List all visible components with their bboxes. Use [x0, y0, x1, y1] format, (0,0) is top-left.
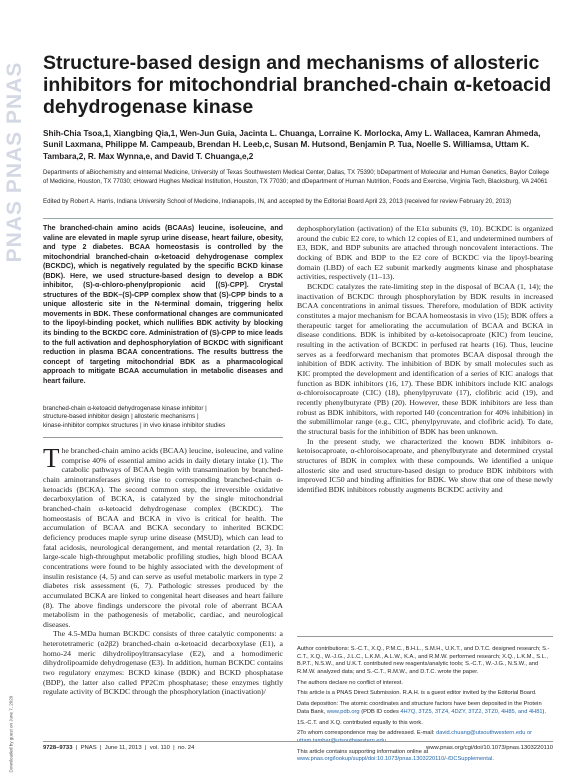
- keyword[interactable]: branched-chain α-ketoacid dehydrogenase kinase inhibitor: [43, 405, 204, 412]
- intro-paragraph: [43, 443, 283, 629]
- edited-by: Edited by Robert A. Harris, Indiana University School of Medicine, Indianapolis, IN, and accepted by the Editorial Board April 23, 2013 (received for review February 20, 2013): [43, 198, 512, 205]
- correspondence-email-link[interactable]: david.chuang@utsouthwestern.edu or uttam.tambar@utsouthwestern.edu: [297, 730, 532, 744]
- watermark-text: PNAS PNAS PNAS: [3, 61, 26, 263]
- keywords-divider: [43, 437, 283, 438]
- download-note: [3, 600, 14, 773]
- body-right-column: [297, 224, 553, 495]
- body-paragraph: dephosphorylation (activation) of the E1α subunits (9, 10). BCKDC is organized around the cubic E2 core, to which 12 copies of E1, and undetermined numbers of E3, BDK, and BDP subunits are attached through noncovalent interactions. The docking of BDK and BDP to the E2 core of BCKDC via the lipoyl-bearing domain (LBD) of each E2 subunit markedly augments kinase and phosphatase activities, respectively (11–13).: [297, 224, 553, 282]
- keyword[interactable]: in vivo kinase inhibitor studies: [143, 421, 226, 429]
- data-deposition: Data deposition: The atomic coordinates and structure factors have been deposited in the Protein Data Bank, www.pdb.org (PDB ID codes 4H7Q, 3TZ5, 3TZ4, 4DZY, 3TZ2, 3TZ0, 4H85, and 4H81).: [297, 701, 547, 715]
- article-title: Structure-based design and mechanisms of allosteric inhibitors for mitochondrial branched-chain α-ketoacid dehydrogenase kinase: [43, 52, 552, 118]
- journal-name: PNAS: [80, 745, 97, 751]
- direct-submission-note: This article is a PNAS Direct Submission. R.A.H. is a guest editor invited by the Editorial Board.: [297, 690, 537, 697]
- pnas-watermark: [3, 10, 26, 320]
- page-range: 9728–9733: [43, 745, 73, 751]
- header-divider: [43, 218, 553, 219]
- keyword[interactable]: allosteric mechanisms: [134, 413, 196, 421]
- equal-contribution-note: 1S.-C.T. and X.Q. contributed equally to this work.: [297, 719, 423, 726]
- body-paragraph: In the present study, we characterized the known BDK inhibitors α-ketoisocaproate, α-chloroisocaproate, and phenylbutyrate and determined crystal structures of BDK in complex with these compounds. We identified a unique allosteric site and used structure-based design to produce BDK inhibitors with improved IC50 and binding affinities for BDK. We show that one of these newly identified BDK inhibitors robustly augments BCKDC activity and: [297, 436, 553, 495]
- supporting-info-note: This article contains supporting information online at www.pnas.org/lookup/suppl/doi:10.1073/pnas.1303220110/-/DCSupplemental.: [297, 748, 494, 763]
- download-note-text: Downloaded by guest on June 7, 2020: [8, 695, 14, 773]
- keyword[interactable]: kinase-inhibitor complex structures: [43, 421, 139, 429]
- keywords: branched-chain α-ketoacid dehydrogenase kinase inhibitor | structure-based inhibitor design | allosteric mechanisms | kinase-inhibitor complex structures | in vivo kinase inhibitor studies: [43, 405, 226, 429]
- keyword[interactable]: structure-based inhibitor design: [43, 413, 130, 421]
- doi-link[interactable]: www.pnas.org/cgi/doi/10.1073/pnas.1303220110: [426, 745, 553, 751]
- author-list: Shih-Chia Tsoa,1, Xiangbing Qia,1, Wen-Jun Guia, Jacinta L. Chuanga, Lorraine K. Morlocka, Amy L. Wallacea, Kamran Ahmeda, Sunil Laxmana, Philippe M. Campeaub, Brendan H. Leeb,c, Susan M. Hutsond, Benjamin P. Tua, Noelle S. Williamsa, Uttam K. Tambara,2, R. Max Wynna,e, and David T. Chuanga,e,2: [43, 129, 541, 161]
- conflict-statement: The authors declare no conflict of interest.: [297, 679, 403, 686]
- issue-number: no. 24: [177, 745, 195, 751]
- correspondence-note: 2To whom correspondence may be addressed. E-mail: david.chuang@utsouthwestern.edu or uttam.tambar@utsouthwestern.edu.: [297, 730, 532, 744]
- issue-date: June 11, 2013: [104, 745, 142, 751]
- abstract: The branched-chain amino acids (BCAAs) leucine, isoleucine, and valine are elevated in maple syrup urine disease, heart failure, obesity, and type 2 diabetes. BCAA homeostasis is controlled by the mitochondrial branched-chain α-ketoacid dehydrogenase complex (BCKDC), which is negatively regulated by the specific BCKD kinase (BDK). Here, we used structure-based design to develop a BDK inhibitor, (S)-α-chloro-phenylpropionic acid [(S)-CPP]. Crystal structures of the BDK–(S)-CPP complex show that (S)-CPP binds to a unique allosteric site in the N-terminal domain, triggering helix movements in BDK. These conformational changes are communicated to the lipoyl-binding pocket, which nullifies BDK activity by blocking its binding to the BCKDC core. Administration of (S)-CPP to mice leads to the full activation and dephosphorylation of BCKDC with significant reduction in plasma BCAA concentrations. The results buttress the concept of targeting mitochondrial BDK as a pharmacological approach to mitigate BCAA accumulation in metabolic diseases and heart failure.: [43, 224, 283, 385]
- body-paragraph: The 4.5-MDa human BCKDC consists of three catalytic components: a heterotetrameric (α2β2) branched-chain α-ketoacid decarboxylase (E1), a homo-24 meric dihydrolipoyltransacylase (E2), and a homodimeric dihydrolipoamide dehydrogenase (E3). In addition, human BCKDC contains two regulatory enzymes: BCKD kinase (BDK) and BCKD phosphatase (BDP), the latter also called PP2Cm phosphatase; these enzymes tightly regulate activity of BCKDC through the phosphorylation (inactivation)/: [43, 629, 283, 697]
- supplemental-link[interactable]: www.pnas.org/lookup/suppl/doi:10.1073/pnas.1303220110/-/DCSupplemental: [297, 756, 493, 763]
- body-left-column: [43, 443, 283, 697]
- volume: vol. 110: [149, 745, 170, 751]
- intro-text: he branched-chain amino acids (BCAA) leucine, isoleucine, and valine comprise 40% of essential amino acids in daily dietary intake (1). The catabolic pathways of BCAA begin with transamination by branched-chain aminotransferases giving rise to corresponding branched-chain α-ketoacids (BCKA). The second common step, the irreversible oxidative decarboxylation of BCKA, is catalyzed by the single mitochondrial branched-chain α-ketoacid dehydrogenase complex (BCKDC). The homeostasis of BCAA and BCKA in vivo is critical for health. The accumulation of BCAA and BCKA secondary to inherited BCKDC deficiency produces maple syrup urine disease (MSUD), which can lead to fatal acidosis, neurological derangement, and mental retardation (2, 3). In large-scale high-throughput metabolic profiling studies, high blood BCAA concentrations were found to be highly associated with the development of insulin resistance (4, 5) and can serve as useful metabolic markers in type 2 diabetes risk assessment (6, 7). Pathologic stresses produced by the accumulated BCKA are linked to congenital heart diseases and heart failure (8). The above findings underscore the pivotal role of aberrant BCAA metabolism in the pathogenesis of metabolic, cardiac, and neurological diseases.: [43, 446, 283, 629]
- drop-cap: T: [43, 443, 60, 473]
- author-contributions: Author contributions: S.-C.T., X.Q., P.M.C., B.H.L., S.M.H., U.K.T., and D.T.C. designed research; S.-C.T., X.Q., W.-J.G., J.L.C., L.K.M., A.L.W., K.A., and R.M.W. performed research; X.Q., L.K.M., S.L., B.P.T., N.S.W., and U.K.T. contributed new reagents/analytic tools; S.-C.T., W.-J.G., N.S.W., and R.M.W. analyzed data; and S.-C.T., R.M.W., and D.T.C. wrote the paper.: [297, 646, 550, 675]
- footer-divider: [43, 741, 553, 742]
- pdb-codes-link[interactable]: 4H7Q, 3TZ5, 3TZ4, 4DZY, 3TZ2, 3TZ0, 4H85, and 4H81: [400, 708, 543, 715]
- body-paragraph: BCKDC catalyzes the rate-limiting step in the disposal of BCAA (1, 14); the inactivation of BCKDC through phosphorylation by BDK results in increased BCAA concentrations in animal tissues. Therefore, modulation of BDK activity constitutes a major mechanism for BCAA homeostasis in vivo (15); BDK offers a therapeutic target for ameliorating the accumulation of BCAA and BCKA in disease conditions. BDK is inhibited by α-ketoisocaproate (KIC) from leucine, resulting in the activation of BCKDC in perfused rat hearts (16). Thus, leucine serves as a feedforward mechanism that promotes BCAA disposal through the inhibition of BDK activity. The inhibition of BDK by small molecules such as KIC prompted the development and identification of a series of KIC analogs that function as BDK inhibitors (16, 17). These BDK inhibitors include KIC analogs α-chloroisocaproate (CIC) (18), phenylpyruvate (17), clofibric acid (19), and recently phenylbutyrate (PB) (20). However, these BDK inhibitors are less than robust as BDK inhibitors, with reported I40 (concentration for 40% inhibition) in the submillimolar range (e.g., CIC, phenylpyruvate, and clofibric acid). To date, the structural basis for the inhibition of BDK has been unknown.: [297, 282, 553, 437]
- notes-divider: [297, 636, 553, 637]
- page-footer: 9728–9733 | PNAS | June 11, 2013 | vol. 110 | no. 24 www.pnas.org/cgi/doi/10.1073/pnas.1303220110: [43, 745, 553, 751]
- pdb-link[interactable]: www.pdb.org: [326, 708, 360, 715]
- affiliations: Departments of aBiochemistry and eInternal Medicine, University of Texas Southwestern Medical Center, Dallas, TX 75390; bDepartment of Molecular and Human Genetics, Baylor College of Medicine, Houston, TX 77030; cHoward Hughes Medical Institution, Houston, TX 77030; and dDepartment of Human Nutrition, Foods and Exercise, Virginia Tech, Blacksburg, VA 24061: [43, 169, 550, 185]
